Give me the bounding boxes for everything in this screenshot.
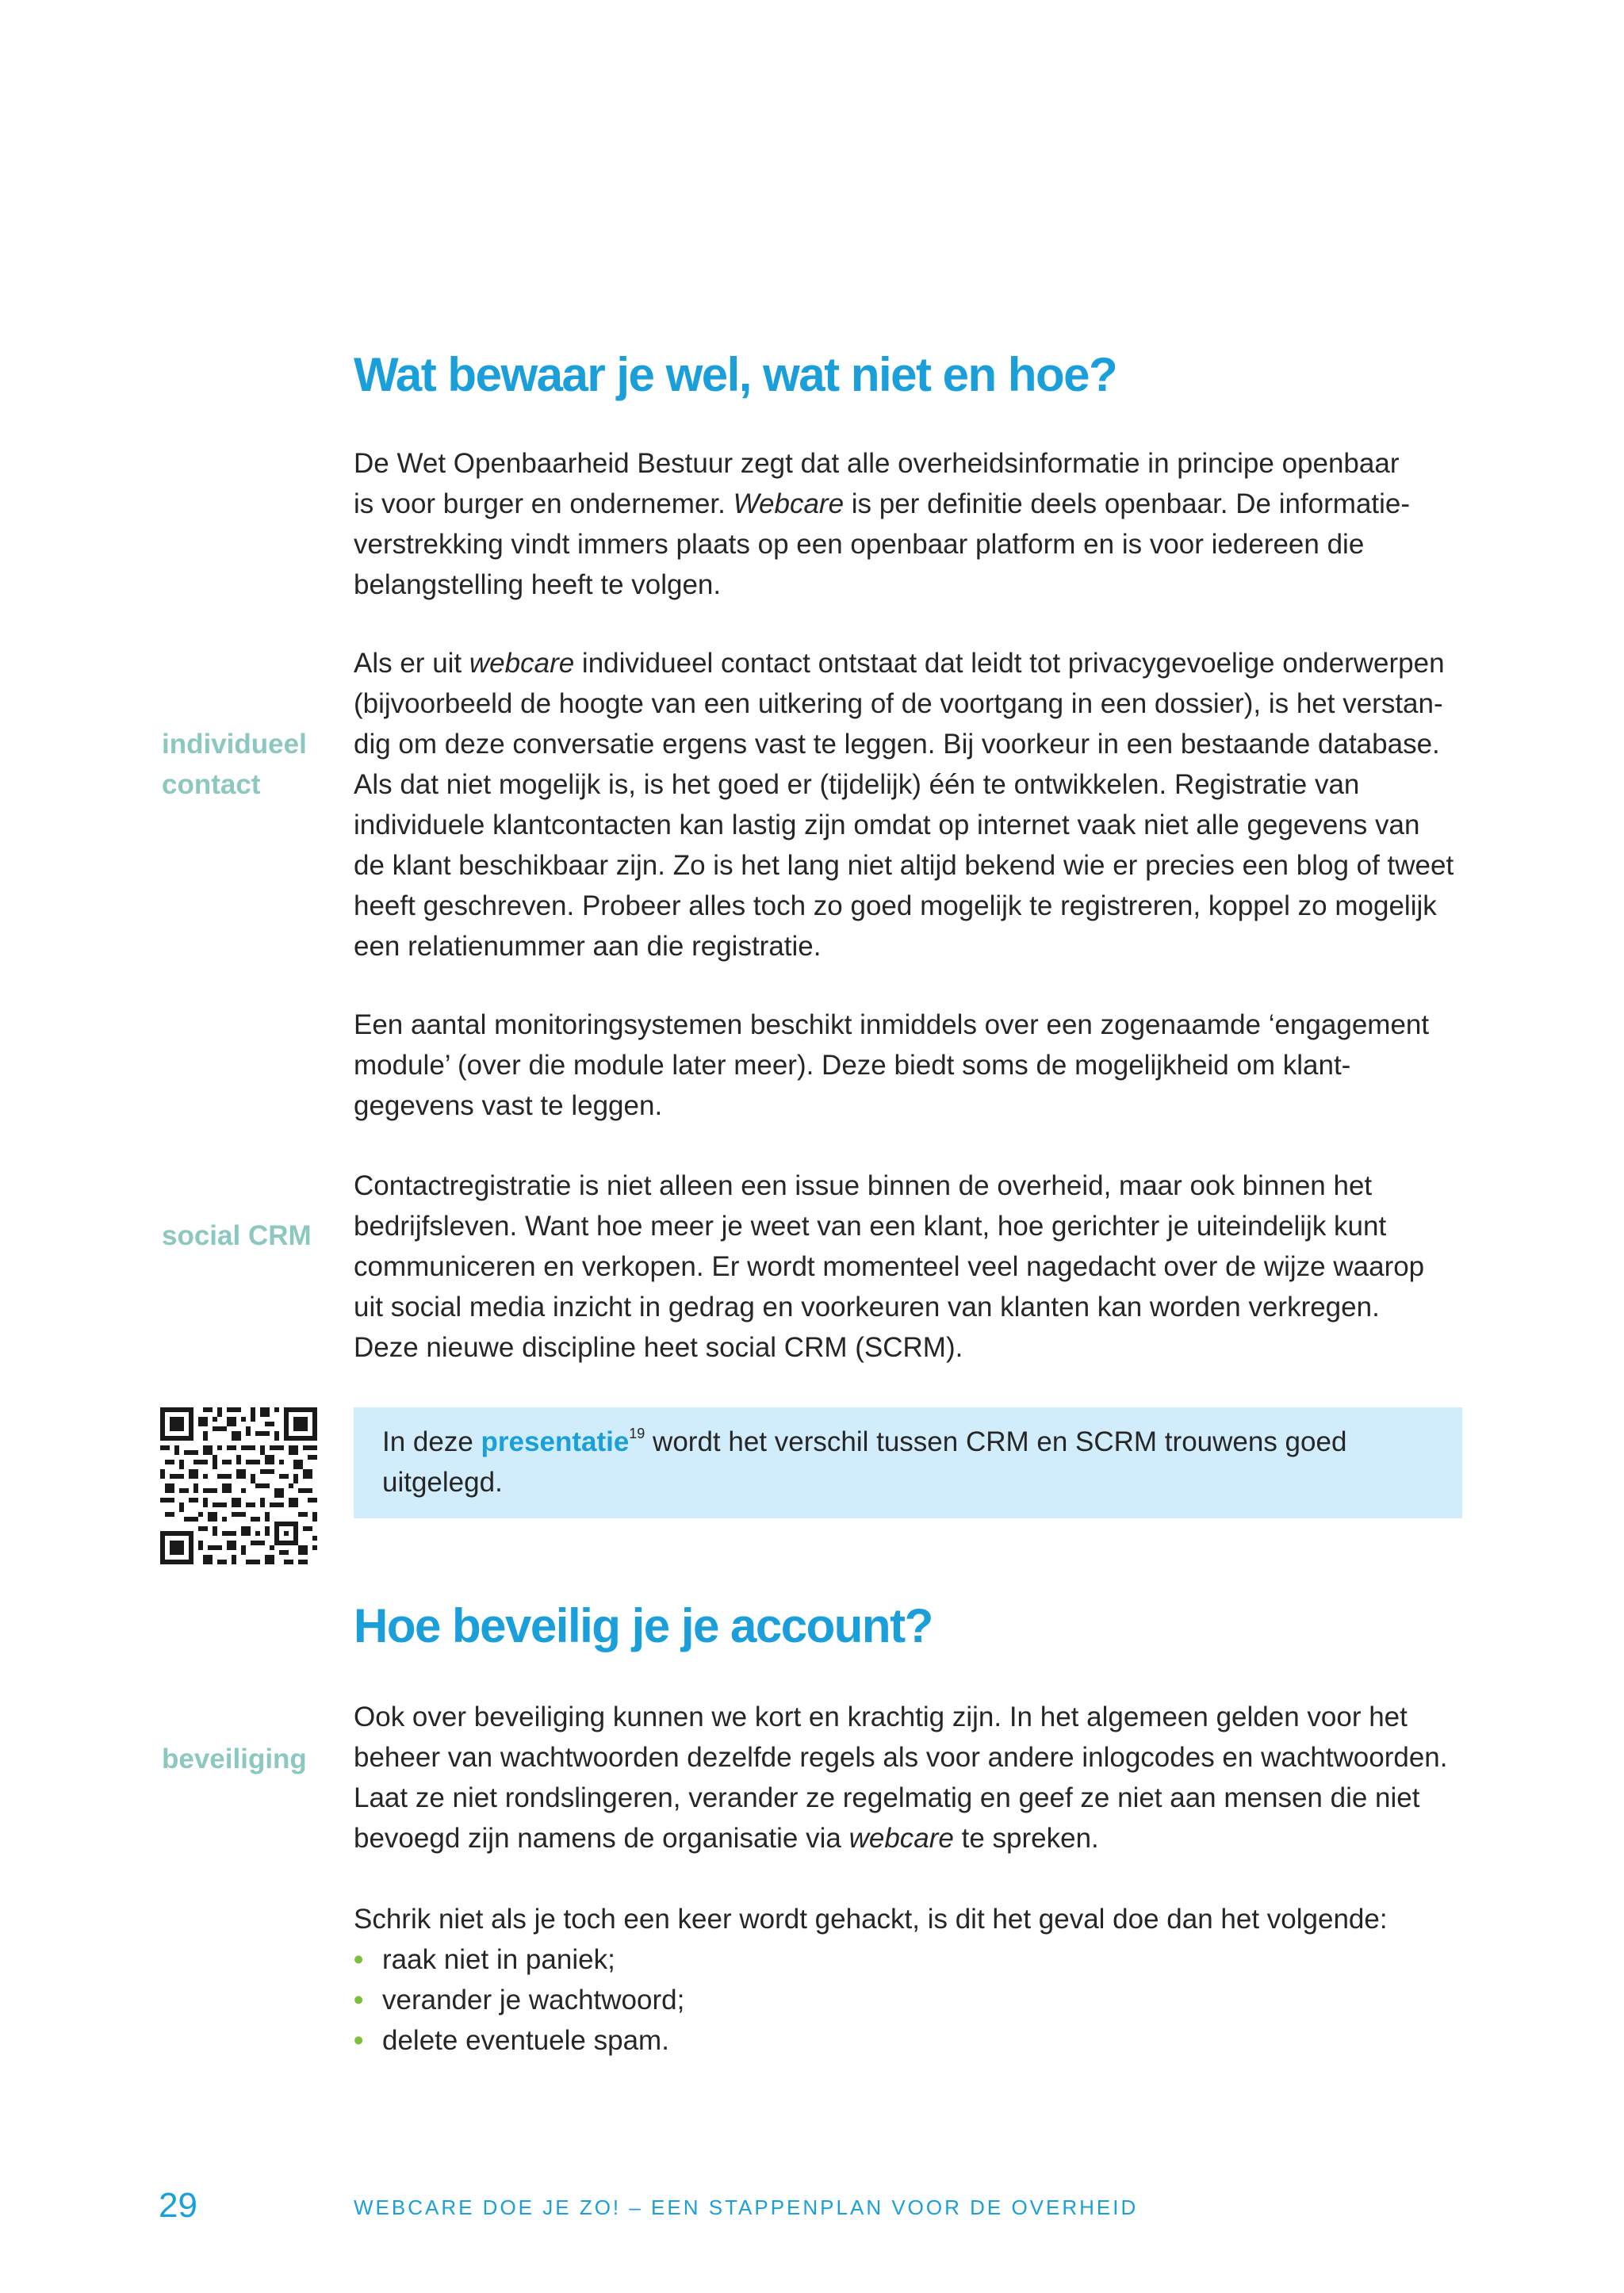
paragraph-engagement-module: Een aantal monitoringsystemen beschikt inmiddels over een zogenaamde ‘engagement module’ (over die module later meer). Deze biedt soms de mogelijkheid om klant- gegevens vast te leggen.: [354, 1009, 1430, 1121]
section-heading-bewaar: [354, 343, 1464, 407]
callout-text: In deze presentatie$^{19}$ wordt het verschil tussen CRM en SCRM trouwens goed uitgelegd.: [382, 1426, 1347, 1498]
qr-code-icon[interactable]: [160, 1407, 317, 1564]
list-item: • raak niet in paniek;: [354, 1939, 1464, 1980]
emphasis-webcare: webcare: [848, 1823, 954, 1854]
page-title: Wat bewaar je wel, wat niet en hoe?: [354, 348, 1117, 401]
page-number: 29: [159, 2186, 197, 2225]
margin-note-social-crm: social CRM: [162, 1220, 312, 1251]
footnote-marker: 19: [629, 1426, 645, 1441]
bullet-icon: •: [354, 2025, 364, 2056]
paragraph-individueel-contact: Als er uit webcare individueel contact ontstaat dat leidt tot privacygevoelige onderwerpen (bijvoorbeeld de hoogte van een uitkering of de voortgang in een dossier), is het verstan- dig om deze conversatie ergens vast te leggen. Bij voorkeur in een bestaande database. Als dat niet mogelijk is, is het goed er (tijdelijk) één te ontwikkelen. Registratie van individuele klantcontacten kan lastig zijn omdat op internet vaak niet alle gegevens van de klant beschikbaar zijn. Zo is het lang niet altijd bekend wie er precies een blog of tweet heeft geschreven. Probeer alles toch zo goed mogelijk te registreren, koppel zo mogelijk een relatienummer aan die registratie.: [354, 648, 1454, 962]
section-title: Hoe beveilig je je account?: [354, 1599, 933, 1652]
section-heading-beveilig: [354, 1594, 1464, 1658]
emphasis-webcare: Webcare: [733, 488, 845, 519]
list-item: • delete eventuele spam.: [354, 2020, 1464, 2061]
paragraph-contactregistratie: Contactregistratie is niet alleen een issue binnen de overheid, maar ook binnen het bedrijfsleven. Want hoe meer je weet van een klant, hoe gerichter je uiteindelijk kunt communiceren en verkopen. Er wordt momenteel veel nagedacht over de wijze waarop uit social media inzicht in gedrag en voorkeuren van klanten kan worden verkregen. Deze nieuwe discipline heet social CRM (SCRM).: [354, 1170, 1425, 1363]
running-title: WEBCARE DOE JE ZO! – EEN STAPPENPLAN VOOR DE OVERHEID: [354, 2195, 1139, 2219]
callout-box: [354, 1407, 1462, 1518]
paragraph-gehackt: Schrik niet als je toch een keer wordt gehackt, is dit het geval doe dan het volgende: • raak niet in paniek; • verander je wachtwoord; • delete eventuele spam.: [354, 1899, 1464, 2061]
bullet-icon: •: [354, 1985, 364, 2015]
paragraph-wob: De Wet Openbaarheid Bestuur zegt dat alle overheidsinformatie in principe openbaar is voor burger en ondernemer. Webcare is per definitie deels openbaar. De informatie- verstrekking vindt immers plaats op een openbaar platform en is voor iedereen die belangstelling heeft te volgen.: [354, 448, 1411, 600]
list-item: • verander je wachtwoord;: [354, 1980, 1464, 2020]
action-list: [354, 1939, 1464, 2061]
margin-note-individueel-contact: individueel contact: [162, 729, 307, 800]
margin-note-beveiliging: beveiliging: [162, 1744, 307, 1774]
emphasis-webcare: webcare: [469, 648, 575, 679]
paragraph-beveiliging: Ook over beveiliging kunnen we kort en krachtig zijn. In het algemeen gelden voor het beheer van wachtwoorden dezelfde regels als voor andere inlogcodes en wachtwoorden. Laat ze niet rondslingeren, verander ze regelmatig en geef ze niet aan mensen die niet bevoegd zijn namens de organisatie via webcare te spreken.: [354, 1702, 1448, 1854]
bullet-icon: •: [354, 1944, 364, 1975]
presentatie-link[interactable]: presentatie: [481, 1426, 630, 1457]
